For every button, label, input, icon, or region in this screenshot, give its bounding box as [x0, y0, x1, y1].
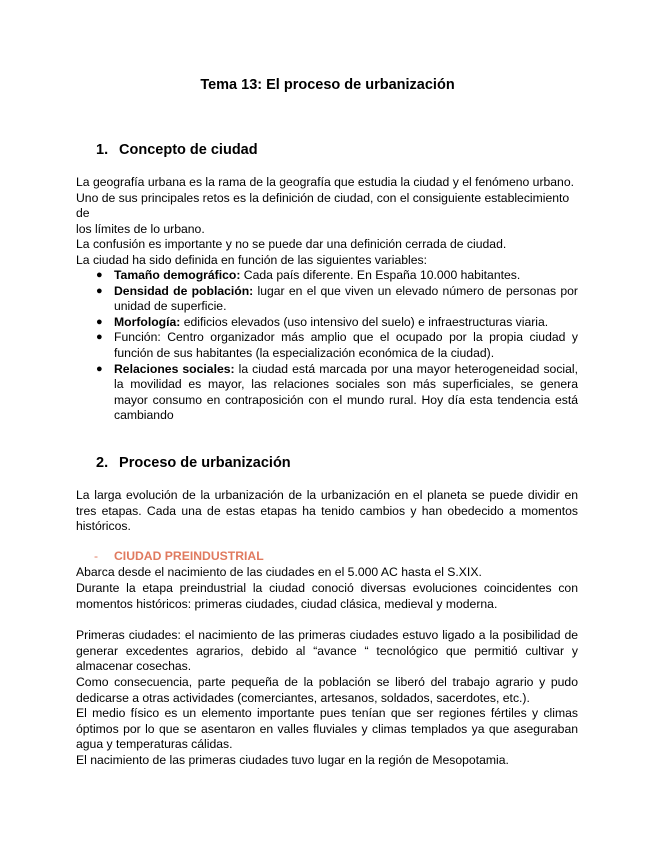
list-item-term: Relaciones sociales:	[114, 361, 235, 376]
bullet-icon: ●	[96, 269, 103, 281]
consecuencia-paragraph: Como consecuencia, parte pequeña de la población se liberó del trabajo agrario y pudo dedicarse a otras actividades (comerciantes, artesanos, soldados, sacerdotes, etc.).	[76, 675, 578, 705]
list-item-text: la ciudad está marcada por una mayor heterogeneidad social, la movilidad es mayor, las relaciones sociales son más superficiales, se genera mayor consumo en contraposición con el mundo rural. Hoy día esta tendencia está cambiando	[114, 361, 578, 423]
list-item-text: Cada país diferente. En España 10.000 habitantes.	[240, 268, 521, 282]
section-2-number: 2.	[96, 455, 109, 471]
document-title: Tema 13: El proceso de urbanización	[200, 77, 455, 93]
list-item-text: Función: Centro organizador más amplio que el ocupado por la propia ciudad y función de sus habitantes (la especialización económica de la ciudad).	[114, 330, 578, 360]
list-item	[76, 315, 578, 331]
preindustrial-range: Abarca desde el nacimiento de las ciudades en el 5.000 AC hasta el S.XIX.	[76, 565, 482, 579]
list-item-term: Tamaño demográfico:	[114, 268, 241, 282]
mesopotamia-line: El nacimiento de las primeras ciudades tuvo lugar en la región de Mesopotamia.	[76, 753, 509, 767]
paragraph-line: La geografía urbana es la rama de la geografía que estudia la ciudad y el fenómeno urbano.	[76, 175, 575, 189]
section-1-paragraph	[76, 175, 578, 253]
preindustrial-paragraph: Durante la etapa preindustrial la ciudad conoció diversas evoluciones coincidentes con momentos históricos: primeras ciudades, ciudad clásica, medieval y moderna.	[76, 581, 578, 611]
list-item-term: Morfología:	[114, 314, 181, 329]
list-item	[76, 330, 578, 361]
section-1-number: 1.	[96, 142, 109, 158]
bullet-icon: ●	[96, 284, 103, 297]
medio-fisico-paragraph: El medio físico es un elemento importante pues tenían que ser regiones fértiles y climas óptimos por lo que se asentaron en valles fluviales y climas templados ya que aseguraban agua y temperaturas cálidas.	[76, 706, 578, 752]
section-1-title: Concepto de ciudad	[119, 142, 258, 158]
bullet-icon: ●	[96, 362, 103, 375]
section-1-heading	[96, 142, 258, 158]
subheading-ciudad-preindustrial	[94, 549, 264, 563]
list-item-text: lugar en el que viven un elevado número de personas por unidad de superficie.	[114, 283, 578, 314]
variables-intro: La ciudad ha sido definida en función de las siguientes variables:	[76, 253, 427, 267]
paragraph-line: los límites de lo urbano.	[76, 221, 205, 236]
section-2-paragraph: La larga evolución de la urbanización de la urbanización en el planeta se puede dividir en tres etapas. Cada una de estas etapas ha tenido cambios y han obedecido a momentos históricos.	[76, 488, 578, 534]
section-2-title: Proceso de urbanización	[119, 455, 291, 471]
primeras-ciudades-paragraph: Primeras ciudades: el nacimiento de las primeras ciudades estuvo ligado a la posibilidad de generar excedentes agrarios, debido al “avance “ tecnológico que permitió cultivar y almacenar cosechas.	[76, 628, 578, 674]
paragraph-line: Uno de sus principales retos es la definición de ciudad, con el consiguiente establecimiento de	[76, 190, 570, 221]
list-item	[76, 268, 578, 284]
list-item	[76, 362, 578, 424]
bullet-icon: ●	[96, 315, 103, 328]
subheading-text: CIUDAD PREINDUSTRIAL	[114, 549, 264, 563]
paragraph-line: La confusión es importante y no se puede dar una definición cerrada de ciudad.	[76, 237, 507, 252]
dash-icon: -	[94, 549, 99, 563]
bullet-icon: ●	[96, 331, 103, 344]
variables-list	[76, 268, 578, 424]
list-item	[76, 284, 578, 315]
list-item-term: Densidad de población:	[114, 283, 254, 298]
list-item-text: edificios elevados (uso intensivo del suelo) e infraestructuras viaria.	[180, 314, 549, 329]
section-2-heading	[96, 455, 291, 471]
